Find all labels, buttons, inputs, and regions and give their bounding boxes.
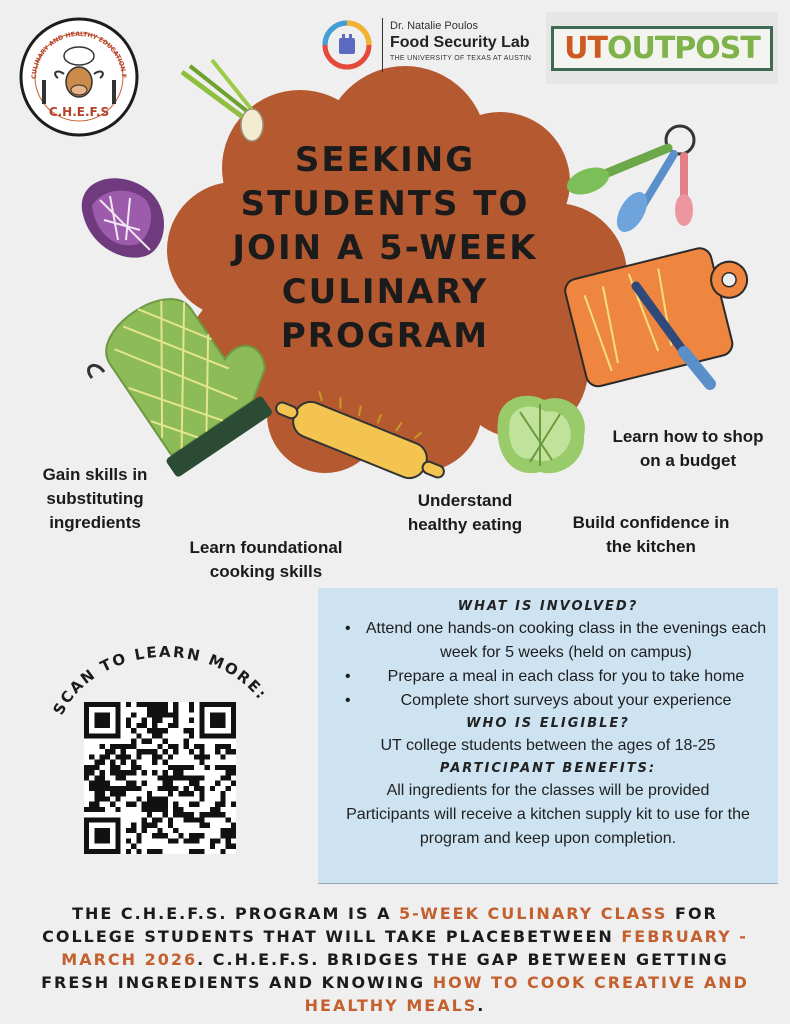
chefs-arc-text: CULINARY AND HEALTHY EDUCATION F	[30, 30, 128, 80]
eligible-heading: WHO IS ELIGIBLE?	[466, 716, 630, 731]
lab-university: THE UNIVERSITY OF TEXAS AT AUSTIN	[390, 55, 532, 62]
eligible-text: UT college students between the ages of 18-25	[380, 737, 716, 754]
food-security-lab-logo	[322, 14, 542, 74]
feature-confidence: Build confidence in the kitchen	[572, 513, 730, 556]
bullet: •	[345, 692, 351, 709]
feature-budget: Learn how to shop on a budget	[612, 427, 764, 470]
involved-item	[318, 665, 778, 689]
feature-substituting: Gain skills in substituting ingredients	[42, 465, 148, 532]
qr-code[interactable]	[84, 702, 236, 854]
chefs-logo	[18, 16, 140, 138]
footer-text: THE C.H.E.F.S. PROGRAM IS A	[72, 904, 400, 923]
bullet: •	[345, 668, 351, 685]
lab-logo-divider	[382, 18, 383, 72]
bullet: •	[345, 620, 351, 637]
involved-item	[318, 689, 778, 713]
lab-name: Food Security Lab	[390, 34, 530, 51]
benefit-line: Participants will receive a kitchen supply kit to use for the program and keep upon completion.	[346, 806, 750, 847]
involved-item-text: Prepare a meal in each class for you to take home	[387, 668, 745, 685]
purple-cabbage-icon	[82, 178, 164, 257]
footer-text: .	[477, 996, 486, 1015]
benefits-heading: PARTICIPANT BENEFITS:	[439, 761, 657, 776]
involved-item	[318, 617, 778, 665]
involved-heading: WHAT IS INVOLVED?	[457, 599, 639, 614]
lab-director-name: Dr. Natalie Poulos	[390, 20, 479, 32]
footer-highlight: 5-WEEK CULINARY CLASS	[399, 904, 668, 923]
feature-healthy-eating: Understand healthy eating	[407, 491, 523, 534]
chefs-logo-name: C.H.E.F.S	[48, 105, 110, 119]
involved-item-text: Complete short surveys about your experience	[400, 692, 732, 709]
ut-outpost-wordmark	[551, 26, 773, 71]
chefs-bull-logo	[18, 16, 140, 138]
green-onion-icon	[182, 60, 263, 141]
involved-list	[318, 617, 778, 713]
info-box	[318, 588, 778, 884]
ut-outpost-part2: OUTPOST	[606, 30, 760, 66]
footer-highlight: HOW TO COOK CREATIVE AND HEALTHY MEALS	[304, 973, 749, 1015]
feature-foundational: Learn foundational cooking skills	[189, 538, 343, 581]
footer-text: FOR COLLEGE STUDENTS THAT WILL TAKE PLACEBETWEEN	[42, 904, 718, 946]
lettuce-icon	[498, 396, 585, 474]
involved-item-text: Attend one hands-on cooking class in the evenings each week for 5 weeks (held on campus)	[365, 620, 767, 661]
ut-outpost-part1: UT	[564, 30, 607, 66]
food-security-lab-icon	[322, 20, 372, 70]
page-title: SEEKING STUDENTS TO JOIN A 5-WEEK CULINARY PROGRAM	[232, 140, 538, 356]
footer-highlight: FEBRUARY - MARCH 2026	[61, 927, 748, 969]
ut-outpost-logo	[546, 12, 778, 84]
qr-caption-text: SCAN TO LEARN MORE:	[49, 642, 272, 718]
footer-description	[30, 902, 760, 1017]
benefit-line: All ingredients for the classes will be provided	[386, 782, 710, 799]
footer-text: . C.H.E.F.S. BRIDGES THE GAP BETWEEN GETTING FRESH INGREDIENTS AND KNOWING	[41, 950, 729, 992]
